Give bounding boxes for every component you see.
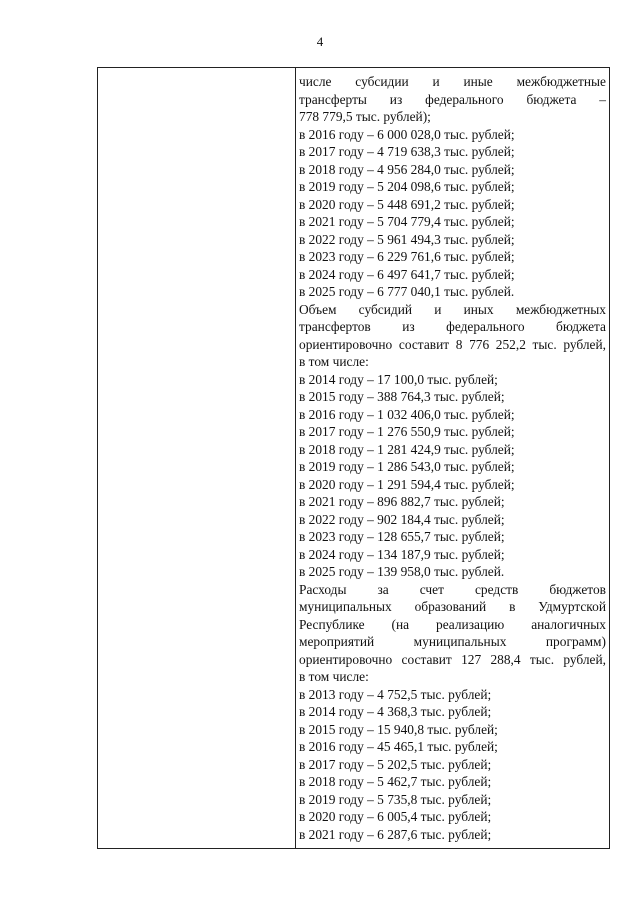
text-line: в 2021 году – 6 287,6 тыс. рублей; <box>299 826 492 842</box>
table-frame <box>97 67 610 849</box>
text-line: ориентировочно составит 8 776 252,2 тыс. рублей, <box>299 336 606 352</box>
text-line: Объем субсидий и иных межбюджетных <box>299 301 606 317</box>
text-line: в 2018 году – 5 462,7 тыс. рублей; <box>299 774 492 789</box>
text-line: муниципальных образований в Удмуртской <box>299 599 606 614</box>
text-line: в 2013 году – 4 752,5 тыс. рублей; <box>299 686 492 702</box>
page-number: 4 <box>316 34 324 49</box>
text-line: в 2025 году – 139 958,0 тыс. рублей. <box>299 564 505 579</box>
text-line: Республике (на реализацию аналогичных <box>299 616 606 632</box>
text-line: в 2018 году – 4 956 284,0 тыс. рублей; <box>299 161 515 177</box>
text-line: в том числе: <box>299 669 369 684</box>
text-line: в 2019 году – 5 204 098,6 тыс. рублей; <box>299 179 515 194</box>
text-line: в 2019 году – 5 735,8 тыс. рублей; <box>299 791 492 807</box>
text-line: в 2016 году – 1 032 406,0 тыс. рублей; <box>299 406 515 422</box>
text-line: в 2023 году – 6 229 761,6 тыс. рублей; <box>299 249 515 264</box>
text-line: ориентировочно составит 127 288,4 тыс. рублей, <box>299 651 606 667</box>
text-line: в 2014 году – 17 100,0 тыс. рублей; <box>299 371 498 387</box>
right-column-text <box>299 73 606 843</box>
text-line: в 2017 году – 4 719 638,3 тыс. рублей; <box>299 144 515 159</box>
text-line: в 2014 году – 4 368,3 тыс. рублей; <box>299 704 492 719</box>
text-line: в 2024 году – 6 497 641,7 тыс. рублей; <box>299 266 515 282</box>
text-line: в 2020 году – 6 005,4 тыс. рублей; <box>299 809 492 824</box>
text-line: Расходы за счет средств бюджетов <box>299 581 606 597</box>
text-line: в 2017 году – 1 276 550,9 тыс. рублей; <box>299 424 515 439</box>
text-line: числе субсидии и иные межбюджетные <box>299 74 606 89</box>
text-line: в 2017 году – 5 202,5 тыс. рублей; <box>299 756 492 772</box>
text-line: в 2015 году – 388 764,3 тыс. рублей; <box>299 389 505 404</box>
text-line: в 2021 году – 896 882,7 тыс. рублей; <box>299 494 505 509</box>
text-line: в 2021 году – 5 704 779,4 тыс. рублей; <box>299 214 515 229</box>
text-line: трансфертов из федерального бюджета <box>299 319 606 334</box>
text-line: 778 779,5 тыс. рублей); <box>299 109 431 124</box>
text-line: в 2022 году – 5 961 494,3 тыс. рублей; <box>299 231 515 247</box>
text-line: в 2020 году – 5 448 691,2 тыс. рублей; <box>299 196 515 212</box>
text-line: в 2016 году – 6 000 028,0 тыс. рублей; <box>299 126 515 142</box>
text-line: в 2020 году – 1 291 594,4 тыс. рублей; <box>299 476 515 492</box>
text-line: в том числе: <box>299 354 369 369</box>
text-line: в 2019 году – 1 286 543,0 тыс. рублей; <box>299 459 515 474</box>
text-line: трансферты из федерального бюджета – <box>299 91 606 107</box>
text-line: в 2023 году – 128 655,7 тыс. рублей; <box>299 529 505 544</box>
text-line: в 2015 году – 15 940,8 тыс. рублей; <box>299 721 498 737</box>
text-line: в 2018 году – 1 281 424,9 тыс. рублей; <box>299 441 515 457</box>
text-line: мероприятий муниципальных программ) <box>299 634 606 649</box>
text-line: в 2025 году – 6 777 040,1 тыс. рублей. <box>299 284 515 299</box>
text-line: в 2024 году – 134 187,9 тыс. рублей; <box>299 546 505 562</box>
text-line: в 2016 году – 45 465,1 тыс. рублей; <box>299 739 498 754</box>
text-line: в 2022 году – 902 184,4 тыс. рублей; <box>299 511 505 527</box>
column-divider <box>295 68 296 848</box>
